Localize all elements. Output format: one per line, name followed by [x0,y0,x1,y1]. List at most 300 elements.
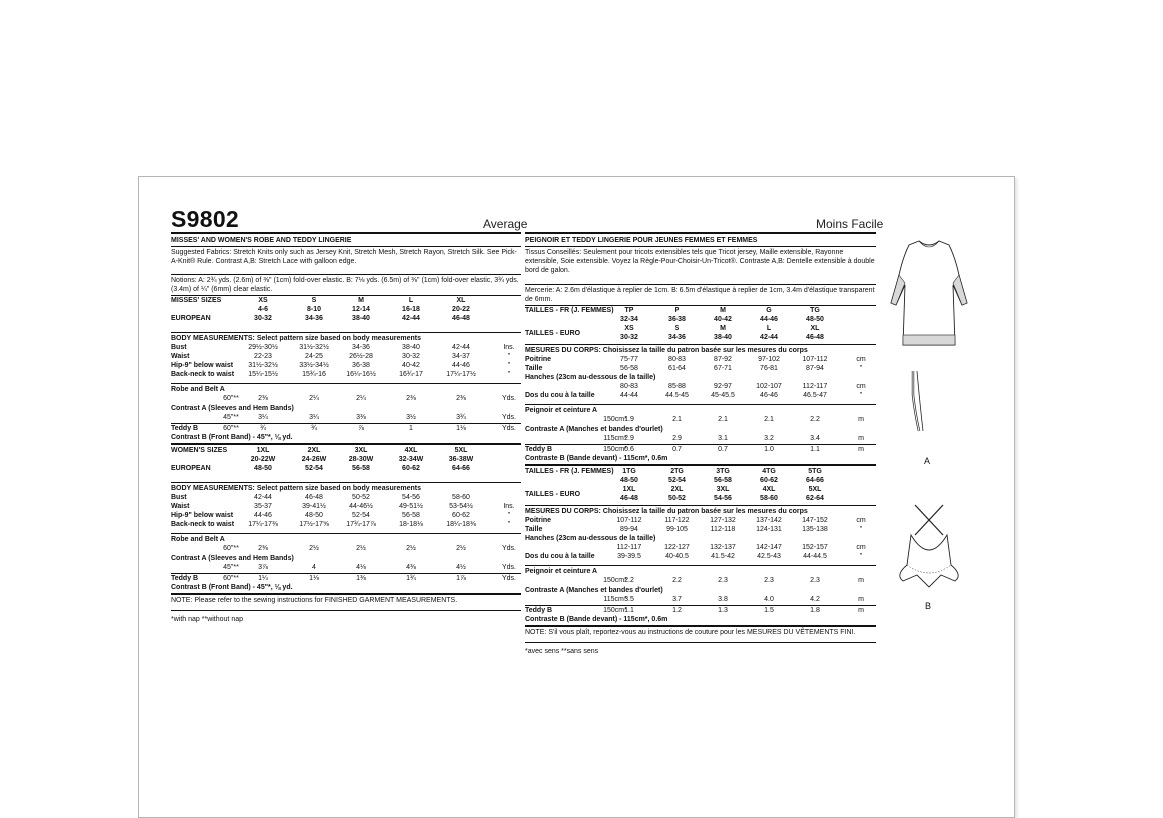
yardage-value: 2⅜ [258,395,268,402]
measurement-value: 29½-30½ [248,344,278,351]
measurement-unit: " [859,553,863,560]
measurement-value: 44-46 [254,512,272,519]
measurements-note: NOTE: S'il vous plaît, reportez-vous au instructions de couture pour les MESURES DU VÊTEMENTS FINI. [525,629,856,636]
euro-size: 48-50 [254,465,272,472]
euro-letter: XL [810,325,820,332]
teddy-value: 1.1 [810,446,820,453]
measurement-value: 34-37 [452,353,470,360]
measurement-value: 46-46 [760,392,778,399]
size-letter: M [720,307,726,314]
teddy-unit: m [858,446,864,453]
euro-size: 42-44 [760,334,778,341]
section-title: MISSES' AND WOMEN'S ROBE AND TEDDY LINGERIE [171,237,352,244]
yardage-value: 2.2 [810,416,820,423]
fabric-width: 150cm* [603,607,627,614]
measurement-label: Back-neck to waist [171,521,235,528]
measurement-unit: " [507,362,511,369]
measurement-value: 107-112 [802,356,828,363]
euro-size: 30-32 [620,334,638,341]
teddy-value: 0.7 [672,446,682,453]
yardage-value: 3⅜ [356,414,366,421]
yardage-value: 3.7 [672,596,682,603]
size-number: 32-34 [620,316,638,323]
measurement-value: 56-58 [620,365,638,372]
teddy-value: 0.6 [624,446,634,453]
euro-size: 34-36 [668,334,686,341]
measurement-value: 18¼-18⅜ [446,521,476,528]
measurement-value: 26½-28 [349,353,373,360]
yardage-heading: Peignoir et ceinture A [525,568,598,575]
measurement-value: 112-118 [710,526,736,533]
measurement-value: 137-142 [756,517,782,524]
measurement-value: 49-51½ [399,503,423,510]
size-letter: 5TG [808,468,822,475]
fabric-width: 115cm* [603,435,627,442]
size-letter: M [358,297,364,304]
fabric-width: 60"** [223,425,239,432]
measurement-value: 15¾-16 [302,371,326,378]
contrast-b-note: Contraste B (Bande devant) - 115cm*, 0.6m [525,455,668,462]
teddy-value: 1⅛ [309,575,319,582]
euro-sizes-label: TAILLES - EURO [525,330,581,337]
euro-letter: XS [624,325,634,332]
header-rule-en [171,232,521,234]
euro-size: 46-48 [452,315,470,322]
measurement-value: 48-50 [305,512,323,519]
teddy-value: 1⅛ [456,425,466,432]
euro-size: 46-48 [620,495,638,502]
yardage-unit: m [858,596,864,603]
body-measurements-heading: MESURES DU CORPS: Choisissez la taille du patron basée sur les mesures du corps [525,508,808,515]
size-letter: 1XL [256,447,270,454]
size-number: 8-10 [306,306,321,313]
section-divider [525,642,876,643]
measurement-unit: " [859,392,863,399]
measurement-unit: " [507,521,511,528]
yardage-value: 2.9 [624,435,634,442]
pattern-code: S9802 [171,206,240,232]
size-number: 44-46 [760,316,778,323]
body-measurements-heading: BODY MEASUREMENTS: Select pattern size based on body measurements [171,485,421,492]
measurement-label: Taille [525,365,543,372]
measurement-value: 30-32 [402,353,420,360]
measurement-value: 18-18⅛ [399,521,423,528]
section-divider [171,482,521,483]
yardage-value: 2⅜ [456,395,466,402]
yardage-value: 2½ [456,545,466,552]
teddy-value: ¾ [260,425,266,432]
fabric-width: 60"** [223,575,239,582]
measurement-value: 16¼-16½ [346,371,376,378]
measurement-unit: " [859,365,863,372]
teddy-value: 1⅞ [456,575,466,582]
section-divider [525,565,876,566]
size-number: 12-14 [352,306,370,313]
teddy-value: 1¾ [406,575,416,582]
measurement-label: Hanches (23cm au-dessous de la taille) [525,374,656,381]
measurement-value: 17¾-17⅞ [346,521,376,528]
yardage-unit: Yds. [501,545,516,552]
measurement-value: 152-157 [802,544,828,551]
measurement-value: 44.5-45 [665,392,689,399]
yardage-value: 4⅜ [406,564,416,571]
section-divider [525,344,876,345]
measurements-note: NOTE: Please refer to the sewing instructions for FINISHED GARMENT MEASUREMENTS. [171,597,458,604]
yardage-value: 3⅞ [258,564,268,571]
euro-letter: S [674,325,680,332]
notions: Notions: A: 2¾ yds. (2.6m) of ⅜" (1cm) fold-over elastic. B: 7⅛ yds. (6.5m) of ⅜" (1cm) fold-over elastic, 3¾ yds. (3.4m) of ¼" (6mm) clear elastic. [171,277,519,293]
measurement-value: 24-25 [305,353,323,360]
yardage-unit: Yds. [501,564,516,571]
measurement-label: Poitrine [525,356,552,363]
section-divider [525,246,876,247]
measurement-value: 124-131 [756,526,782,533]
yardage-value: 3¼ [309,414,319,421]
measurement-unit: cm [856,544,866,551]
euro-size: 52-54 [305,465,323,472]
teddy-value: 1.8 [810,607,820,614]
measurement-unit: " [507,353,511,360]
measurement-value: 122-127 [664,544,690,551]
fabric-width: 60"** [223,545,239,552]
measurement-value: 17¼-17½ [446,371,476,378]
header-rule-fr [525,232,876,234]
suggested-fabrics: Suggested Fabrics: Stretch Knits only such as Jersey Knit, Stretch Mesh, Stretch Rayon, Stretch Silk. See Pick-A-Knit® Rule. Contrast A,B: Stretch Lace with galloon edge. [171,249,517,265]
teddy-value: ¾ [311,425,317,432]
teddy-value: 1.3 [718,607,728,614]
yardage-value: 3¼ [258,414,268,421]
measurement-label: Waist [171,353,190,360]
measurement-value: 33½-34½ [299,362,329,369]
size-number: 60-62 [760,477,778,484]
section-divider [525,464,876,466]
euro-size: 54-56 [714,495,732,502]
measurement-value: 44-46½ [349,503,373,510]
yardage-heading: Contrast A (Sleeves and Hem Bands) [171,405,294,412]
measurement-value: 67-71 [714,365,732,372]
measurement-value: 16¾-17 [399,371,423,378]
teddy-value: 1¼ [258,575,268,582]
size-number: 56-58 [714,477,732,484]
euro-size: 38-40 [352,315,370,322]
euro-letter: M [720,325,726,332]
yardage-value: 2.1 [672,416,682,423]
yardage-value: 3½ [406,414,416,421]
yardage-value: 2½ [406,545,416,552]
measurement-value: 17¼-17⅜ [248,521,278,528]
measurement-value: 41.5-42 [711,553,735,560]
fabric-width: 115cm* [603,596,627,603]
measurement-unit: cm [856,356,866,363]
nap-footnote: *avec sens **sans sens [525,648,599,655]
euro-size: 46-48 [806,334,824,341]
measurement-label: Back-neck to waist [171,371,235,378]
measurement-value: 39-39.5 [617,553,641,560]
size-letter: TP [624,307,634,314]
measurement-value: 40-40.5 [665,553,689,560]
teddy-unit: Yds. [501,575,516,582]
yardage-value: 2.1 [718,416,728,423]
measurement-value: 34-36 [352,344,370,351]
euro-letter: 4XL [762,486,776,493]
measurement-value: 22-23 [254,353,272,360]
yardage-value: 4½ [456,564,466,571]
measurement-value: 87-94 [806,365,824,372]
yardage-heading: Robe and Belt A [171,536,225,543]
size-number: 32-34W [398,456,424,463]
size-number: 20-22 [452,306,470,313]
measurement-value: 102-107 [756,383,782,390]
teddy-label: Teddy B [525,446,553,453]
size-letter: XL [456,297,466,304]
euro-letter: 2XL [670,486,684,493]
measurement-value: 31½-32½ [248,362,278,369]
contrast-b-note: Contraste B (Bande devant) - 115cm*, 0.6m [525,616,668,623]
teddy-value: 0.7 [718,446,728,453]
euro-size: 38-40 [714,334,732,341]
measurement-value: 40-42 [402,362,420,369]
yardage-unit: m [858,435,864,442]
yardage-value: 2⅜ [406,395,416,402]
measurement-value: 35-37 [254,503,272,510]
yardage-heading: Contraste A (Manches et bandes d'ourlet) [525,426,663,433]
euro-size: 42-44 [402,315,420,322]
measurement-value: 92-97 [714,383,732,390]
measurement-value: 44-44 [620,392,638,399]
measurement-unit: " [507,371,511,378]
yardage-value: 4 [312,564,316,571]
yardage-value: 3.4 [810,435,820,442]
measurement-unit: " [507,512,511,519]
measurement-value: 85-88 [668,383,686,390]
measurement-value: 76-81 [760,365,778,372]
size-number: 48-50 [620,477,638,484]
section-divider [525,625,876,627]
euro-letter: 1XL [622,486,636,493]
yardage-heading: Robe and Belt A [171,386,225,393]
teddy-label: Teddy B [171,425,199,432]
contrast-b-note: Contrast B (Front Band) - 45"*, ⅛ yd. [171,584,293,591]
measurement-value: 112-117 [616,544,642,551]
size-letter: G [766,307,772,314]
euro-letter: 3XL [716,486,730,493]
teddy-label: Teddy B [171,575,199,582]
measurement-value: 50-52 [352,494,370,501]
measurement-label: Poitrine [525,517,552,524]
size-number: 64-66 [806,477,824,484]
robe-sketch [891,241,967,345]
size-letter: 5XL [454,447,468,454]
size-letter: 4XL [404,447,418,454]
size-number: 48-50 [806,316,824,323]
measurement-value: 97-102 [758,356,780,363]
yardage-value: 2⅜ [258,545,268,552]
measurement-value: 135-138 [802,526,828,533]
teddy-value: 1⅜ [356,575,366,582]
yardage-value: 4.2 [810,596,820,603]
section-divider [171,443,521,445]
measurement-value: 147-152 [802,517,828,524]
yardage-value: 2¼ [309,395,319,402]
difficulty-en: Average [483,217,528,231]
measurement-label: Taille [525,526,543,533]
yardage-value: 3.2 [764,435,774,442]
measurement-value: 75-77 [620,356,638,363]
yardage-value: 3.1 [718,435,728,442]
measurement-unit: Ins. [503,503,515,510]
section-divider [171,332,521,333]
measurement-label: Dos du cou à la taille [525,553,595,560]
euro-size: 50-52 [668,495,686,502]
size-letter: 3TG [716,468,730,475]
measurement-value: 42-44 [452,344,470,351]
euro-size: 62-64 [806,495,824,502]
measurement-value: 46.5-47 [803,392,827,399]
yardage-value: 2½ [356,545,366,552]
measurement-value: 117-122 [664,517,690,524]
measurement-value: 42.5-43 [757,553,781,560]
section-divider [171,610,521,611]
measurement-label: Hanches (23cm au-dessous de la taille) [525,535,656,542]
size-letter: XS [258,297,268,304]
teddy-sketch [900,505,958,587]
euro-size: 56-58 [352,465,370,472]
measurement-value: 31½-32½ [299,344,329,351]
measurement-value: 61-64 [668,365,686,372]
euro-sizes-label: TAILLES - EURO [525,491,581,498]
measurement-label: Bust [171,494,187,501]
contrast-b-note: Contrast B (Front Band) - 45"*, ⅛ yd. [171,434,293,441]
body-measurements-heading: MESURES DU CORPS: Choisissez la taille du patron basée sur les mesures du corps [525,347,808,354]
section-divider [525,284,876,285]
measurement-label: Waist [171,503,190,510]
yardage-value: 2.3 [764,577,774,584]
measurement-value: 132-137 [710,544,736,551]
yardage-value: 1.9 [624,416,634,423]
yardage-value: 3.8 [718,596,728,603]
yardage-value: 2.9 [672,435,682,442]
yardage-value: 2.2 [672,577,682,584]
euro-size: 30-32 [254,315,272,322]
measurement-value: 80-83 [620,383,638,390]
measurement-unit: cm [856,383,866,390]
yardage-value: 3¾ [456,414,466,421]
measurement-value: 54-56 [402,494,420,501]
measurement-label: Hip-9" below waist [171,362,234,369]
fabric-width: 45"** [223,414,239,421]
yardage-value: 2.1 [764,416,774,423]
view-b-label: B [925,601,932,611]
body-measurements-heading: BODY MEASUREMENTS: Select pattern size based on body measurements [171,335,421,342]
yardage-value: 3.5 [624,596,634,603]
measurement-value: 52-54 [352,512,370,519]
size-number: 24-26W [301,456,327,463]
measurement-value: 38-40 [402,344,420,351]
size-number: 40-42 [714,316,732,323]
size-number: 28-30W [348,456,374,463]
fabric-width: 60"** [223,395,239,402]
euro-size: 60-62 [402,465,420,472]
yardage-value: 4⅛ [356,564,366,571]
measurement-unit: cm [856,517,866,524]
size-letter: P [674,307,680,314]
measurement-label: Dos du cou à la taille [525,392,595,399]
nap-footnote: *with nap **without nap [171,616,243,623]
size-number: 36-38 [668,316,686,323]
pattern-envelope-back [138,176,1015,818]
fabric-width: 150cm* [603,577,627,584]
misses-sizes-label: TAILLES - FR (J. FEMMES) [525,307,614,314]
section-divider [171,383,521,384]
measurement-value: 127-132 [710,517,736,524]
measurement-value: 15¼-15½ [248,371,278,378]
measurement-value: 56-58 [402,512,420,519]
size-number: 36-38W [448,456,474,463]
notions: Mercerie: A: 2.6m d'élastique à replier de 1cm. B: 6.5m d'élastique à replier de 1cm, 3.4m d'élastique transparent de 6mm. [525,287,875,303]
size-letter: 2TG [670,468,684,475]
yardage-heading: Contrast A (Sleeves and Hem Bands) [171,555,294,562]
fabric-width: 150cm* [603,416,627,423]
size-number: 20-22W [250,456,276,463]
section-divider [171,246,521,247]
section-divider [525,404,876,405]
yardage-value: 2.3 [810,577,820,584]
size-number: 16-18 [402,306,420,313]
size-letter: 3XL [354,447,368,454]
teddy-value: ⅞ [358,425,364,432]
measurement-value: 80-83 [668,356,686,363]
fabric-width: 45"** [223,564,239,571]
measurement-value: 60-62 [452,512,470,519]
measurement-unit: Ins. [503,344,515,351]
measurement-value: 89-94 [620,526,638,533]
yardage-value: 2½ [309,545,319,552]
euro-size: 34-36 [305,315,323,322]
view-a-label: A [924,456,931,466]
european-label: EUROPEAN [171,315,211,322]
section-divider [171,274,521,275]
yardage-value: 2.2 [624,577,634,584]
measurement-value: 107-112 [616,517,642,524]
measurement-value: 142-147 [756,544,782,551]
size-letter: 2XL [307,447,321,454]
teddy-value: 1 [409,425,413,432]
measurement-label: Bust [171,344,187,351]
teddy-label: Teddy B [525,607,553,614]
measurement-value: 44-46 [452,362,470,369]
euro-size: 58-60 [760,495,778,502]
belt-sketch [913,371,923,431]
women-sizes-label: TAILLES - FR (J. FEMMES) [525,468,614,475]
yardage-value: 2¼ [356,395,366,402]
measurement-value: 42-44 [254,494,272,501]
measurement-value: 44-44.5 [803,553,827,560]
yardage-unit: Yds. [501,414,516,421]
suggested-fabrics: Tissus Conseillés: Seulement pour tricots extensibles tels que Tricot jersey, Maille extensible, Rayonne extensible, Soie extensible. Voyez la Règle-Pour-Choisir-Un-Tricot®. Contraste A,B: Dentelle extensible à double bord de galon. [525,249,875,274]
teddy-value: 1.1 [624,607,634,614]
size-letter: 4TG [762,468,776,475]
size-letter: L [408,297,414,304]
yardage-value: 2.3 [718,577,728,584]
measurement-value: 58-60 [452,494,470,501]
measurement-value: 45-45.5 [711,392,735,399]
measurement-unit: " [859,526,863,533]
women-sizes-label: WOMEN'S SIZES [171,447,228,454]
teddy-unit: Yds. [501,425,516,432]
measurement-value: 53-54½ [449,503,473,510]
section-divider [525,505,876,506]
size-number: 4-6 [257,306,269,313]
